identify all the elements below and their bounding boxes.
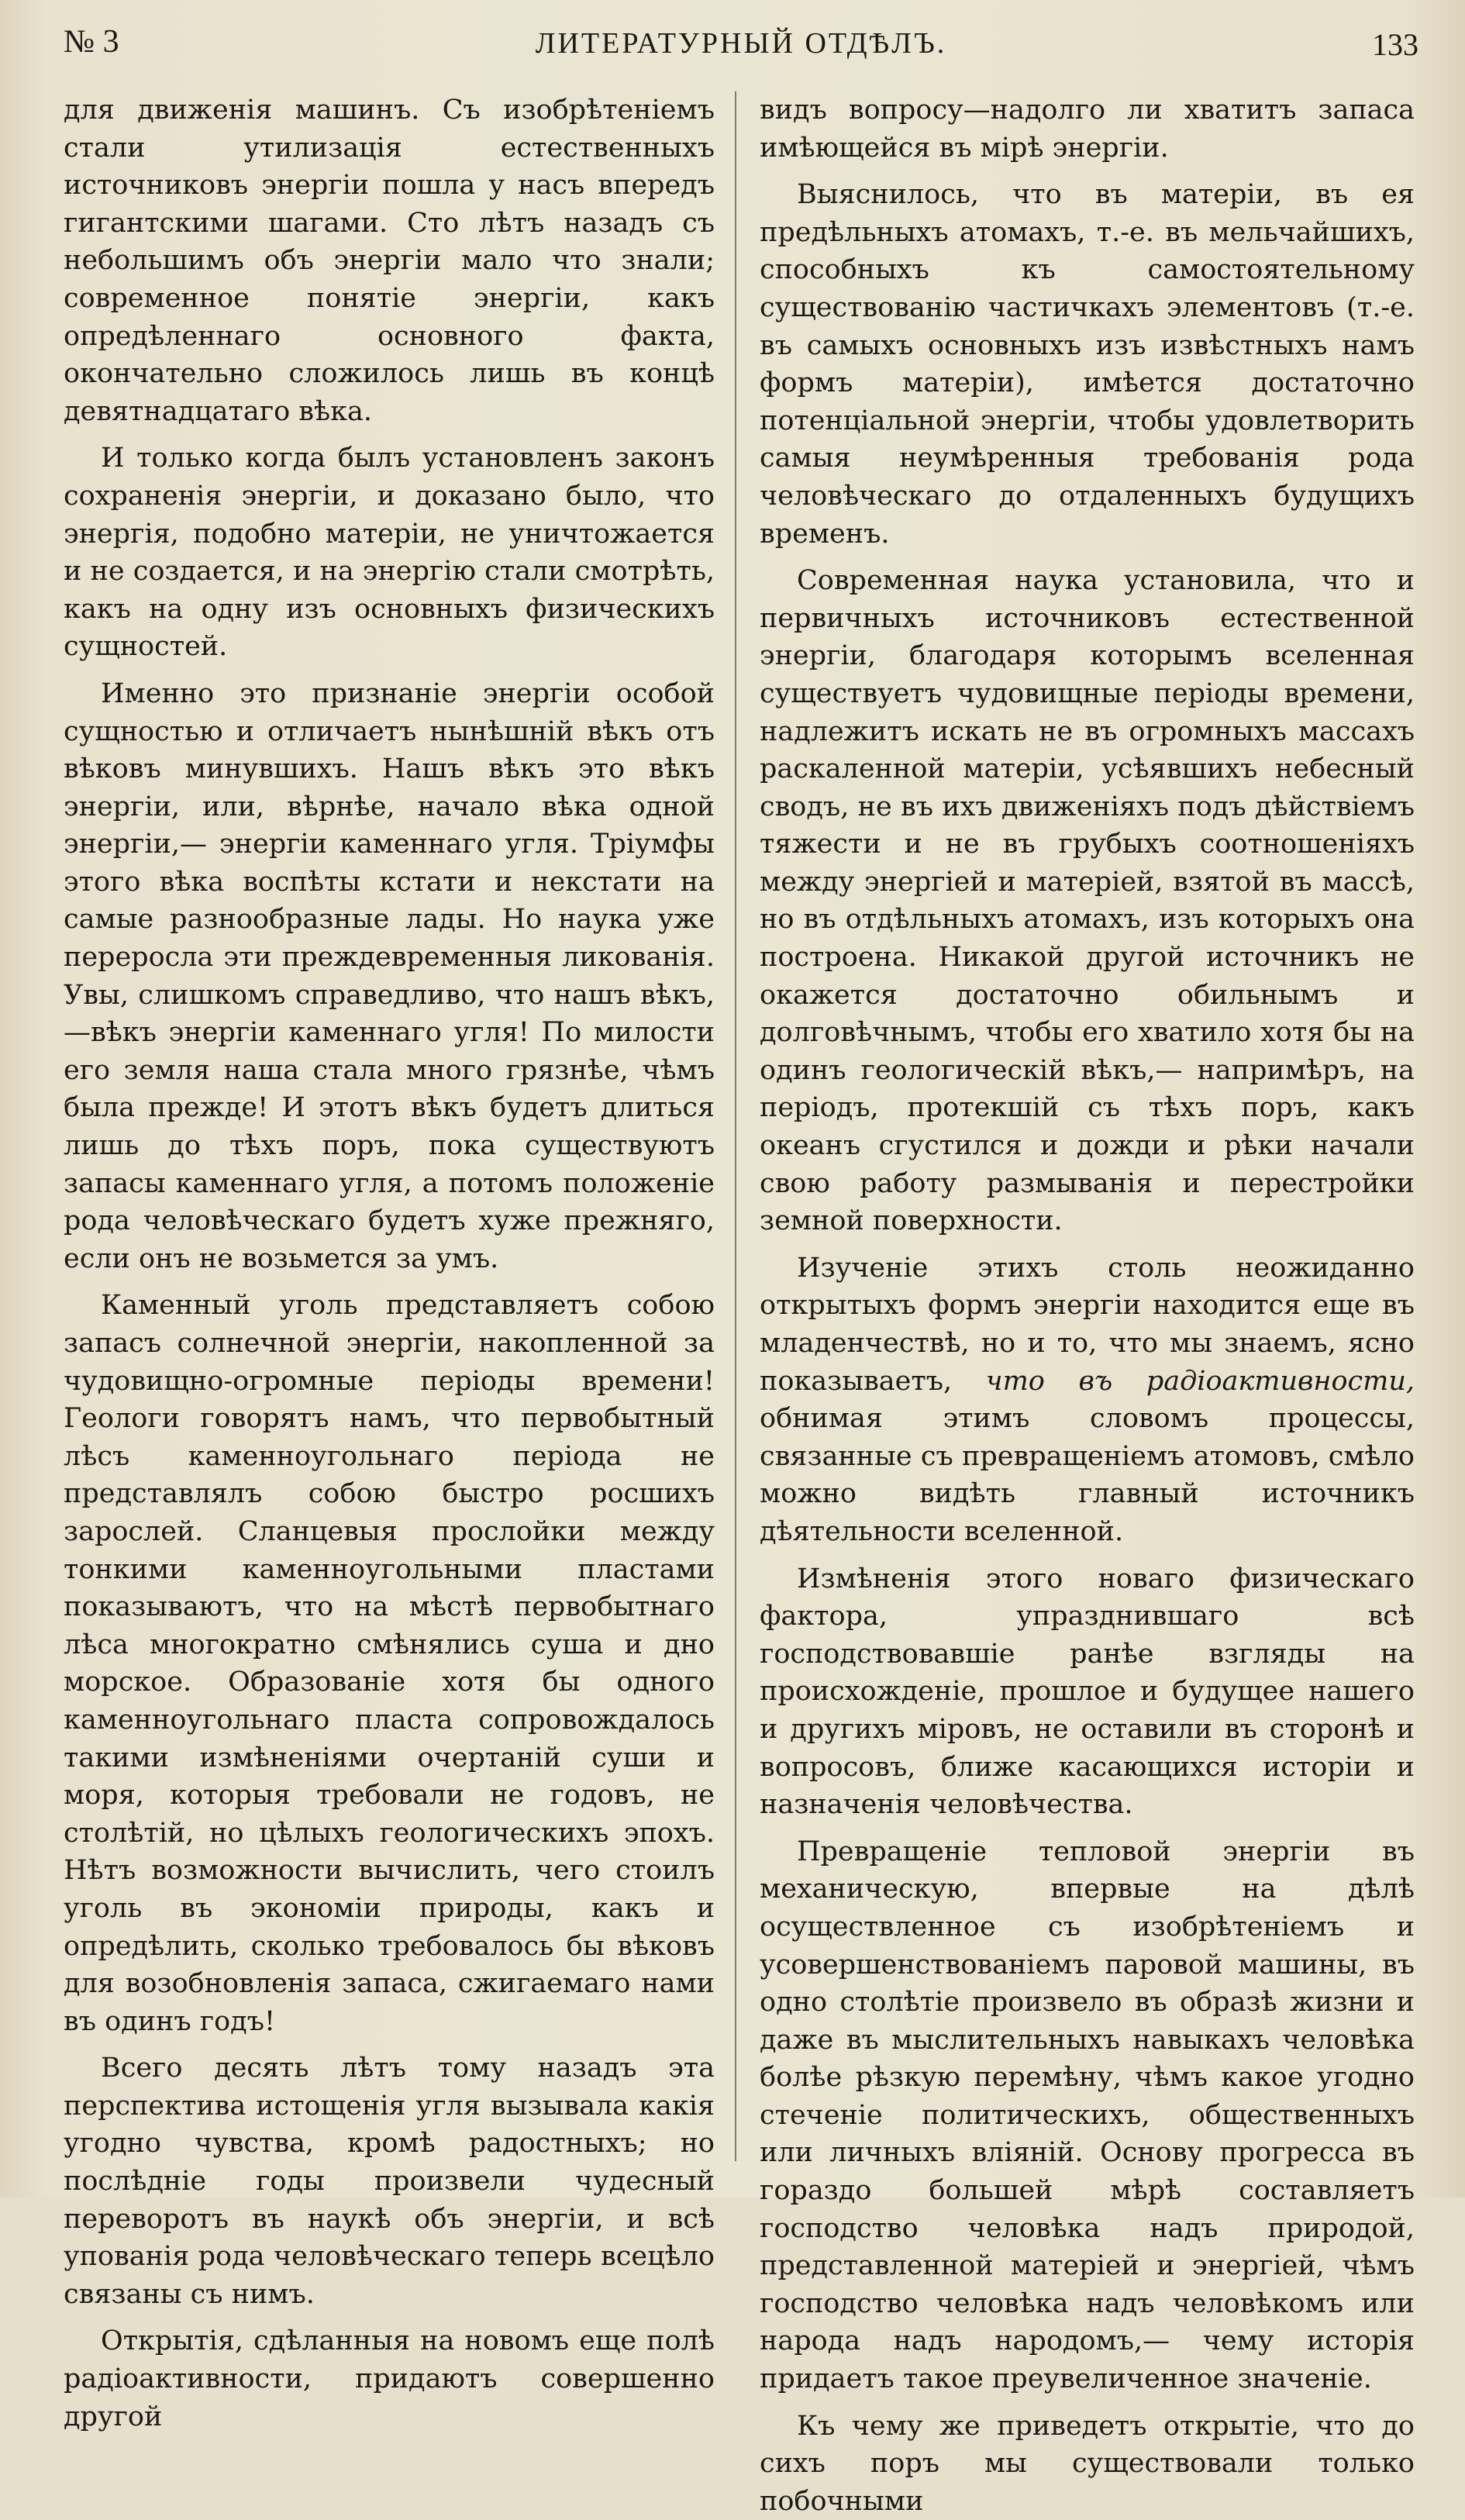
paragraph: Современная наука установила, что и первичныхъ источниковъ естественной энергіи, благодаря которымъ вселенная существуетъ чудовищные періоды времени, надлежитъ искать не въ огромныхъ массахъ раскаленной матеріи, усѣявшихъ небесный сводъ, не въ ихъ движеніяхъ подъ дѣйствіемъ тяжести и не въ грубыхъ соотношеніяхъ между энергіей и матеріей, взятой въ массѣ, но въ отдѣльныхъ атомахъ, изъ которыхъ она построена. Никакой другой источникъ не окажется достаточно обильнымъ и долговѣчнымъ, чтобы его хватило хотя бы на одинъ геологическій вѣкъ,— напримѣръ, на періодъ, протекшій съ тѣхъ поръ, какъ океанъ сгустился и дожди и рѣки начали свою работу размыванія и перестройки земной поверхности.	[760, 565, 1415, 1237]
paragraph: Каменный уголь представляетъ собою запасъ солнечной энергіи, накопленной за чудовищно-огромные періоды времени! Геологи говорятъ намъ, что первобытный лѣсъ каменноугольнаго періода не представлялъ собою быстро росшихъ зарослей. Сланцевыя прослойки между тонкими каменноугольными пластами показываютъ, что на мѣстѣ первобытнаго лѣса многократно смѣнялись суша и дно морское. Образованіе хотя бы одного каменноугольнаго пласта сопровождалось такими измѣненіями очертаній суши и моря, которыя требовали не годовъ, не столѣтій, но цѣлыхъ геологическихъ эпохъ. Нѣтъ возможности вычислить, чего стоилъ уголь въ экономіи природы, какъ и опредѣлить, сколько требовалось бы вѣковъ для возобновленія запаса, сжигаемаго нами въ одинъ годъ!	[64, 1290, 715, 2037]
right-column	[760, 91, 1415, 2520]
issue-number: № 3	[64, 24, 119, 60]
paragraph: для движенія машинъ. Съ изобрѣтеніемъ стали утилизація естественныхъ источниковъ энергіи пошла у насъ впередъ гигантскими шагами. Сто лѣтъ назадъ съ небольшимъ объ энергіи мало что знали; современное понятіе энергіи, какъ опредѣленнаго основного факта, окончательно сложилось лишь въ концѣ девятнадцатаго вѣка.	[64, 95, 715, 427]
paragraph: Именно это признаніе энергіи особой сущностью и отличаетъ нынѣшній вѣкъ отъ вѣковъ минувшихъ. Нашъ вѣкъ это вѣкъ энергіи, или, вѣрнѣе, начало вѣка одной энергіи,— энергіи каменнаго угля. Тріумфы этого вѣка воспѣты кстати и некстати на самые разнообразные лады. Но наука уже переросла эти преждевременныя ликованія. Увы, слишкомъ справедливо, что нашъ вѣкъ,—вѣкъ энергіи каменнаго угля! По милости его земля наша стала много грязнѣе, чѣмъ была прежде! И этотъ вѣкъ будетъ длиться лишь до тѣхъ поръ, пока существуютъ запасы каменнаго угля, а потомъ положеніе рода человѣческаго будетъ хуже прежняго, если онъ не возьмется за умъ.	[64, 677, 715, 1274]
paragraph: Къ чему же приведетъ открытіе, что до сихъ поръ мы существовали только побочными	[760, 2410, 1415, 2517]
paragraph: Открытія, сдѣланныя на новомъ еще полѣ радіоактивности, придаютъ совершенно другой	[64, 2325, 715, 2432]
running-header	[64, 23, 1418, 62]
page-number: 133	[1372, 27, 1418, 62]
paragraph-text: обнимая этимъ словомъ процессы, связанные съ превращеніемъ атомовъ, смѣло можно видѣть главный источникъ дѣятельности вселенной.	[760, 1403, 1415, 1547]
section-title: ЛИТЕРАТУРНЫЙ ОТДѢЛЪ.	[535, 27, 947, 60]
paragraph	[760, 1250, 1415, 1551]
paragraph-text: Изученіе этихъ столь неожиданно открытыхъ формъ энергіи находится еще въ младенчествѣ, но и то, что мы знаемъ, ясно показываетъ,	[760, 1252, 1415, 1397]
paragraph: И только когда былъ установленъ законъ сохраненія энергіи, и доказано было, что энергія, подобно матеріи, не уничтожается и не создается, и на энергію стали смотрѣть, какъ на одну изъ основныхъ физическихъ сущностей.	[64, 443, 715, 663]
italic-emphasis: что въ радіоактивности,	[985, 1365, 1415, 1397]
column-divider	[735, 91, 736, 2161]
left-column	[64, 91, 715, 2436]
paragraph: Измѣненія этого новаго физическаго фактора, упразднившаго всѣ господствовавшіе ранѣе взгляды на происхожденіе, прошлое и будущее нашего и другихъ міровъ, не оставили въ сторонѣ и вопросовъ, ближе касающихся исторіи и назначенія человѣчества.	[760, 1563, 1415, 1821]
paragraph: видъ вопросу—надолго ли хватитъ запаса имѣющейся въ мірѣ энергіи.	[760, 95, 1415, 164]
paragraph: Превращеніе тепловой энергіи въ механическую, впервые на дѣлѣ осуществленное съ изобрѣтеніемъ и усовершенствованіемъ паровой машины, въ одно столѣтіе произвело въ образѣ жизни и даже въ мыслительныхъ навыкахъ человѣка болѣе рѣзкую перемѣну, чѣмъ какое угодно стеченіе политическихъ, общественныхъ или личныхъ вліяній. Основу прогресса въ гораздо большей мѣрѣ составляетъ господство человѣка надъ природой, представленной матеріей и энергіей, чѣмъ господство человѣка надъ человѣкомъ или народа надъ народомъ,— чему исторія придаетъ такое преувеличенное значеніе.	[760, 1836, 1415, 2395]
paragraph: Всего десять лѣтъ тому назадъ эта перспектива истощенія угля вызывала какія угодно чувства, кромѣ радостныхъ; но послѣдніе годы произвели чудесный переворотъ въ наукѣ объ энергіи, и всѣ упованія рода человѣческаго теперь всецѣло связаны съ нимъ.	[64, 2053, 715, 2310]
paragraph: Выяснилось, что въ матеріи, въ ея предѣльныхъ атомахъ, т.-е. въ мельчайшихъ, способныхъ къ самостоятельному существованію частичкахъ элементовъ (т.-е. въ самыхъ основныхъ изъ извѣстныхъ намъ формъ матеріи), имѣется достаточно потенціальной энергіи, чтобы удовлетворить самыя неумѣренныя требованія рода человѣческаго до отдаленныхъ будущихъ временъ.	[760, 179, 1415, 550]
